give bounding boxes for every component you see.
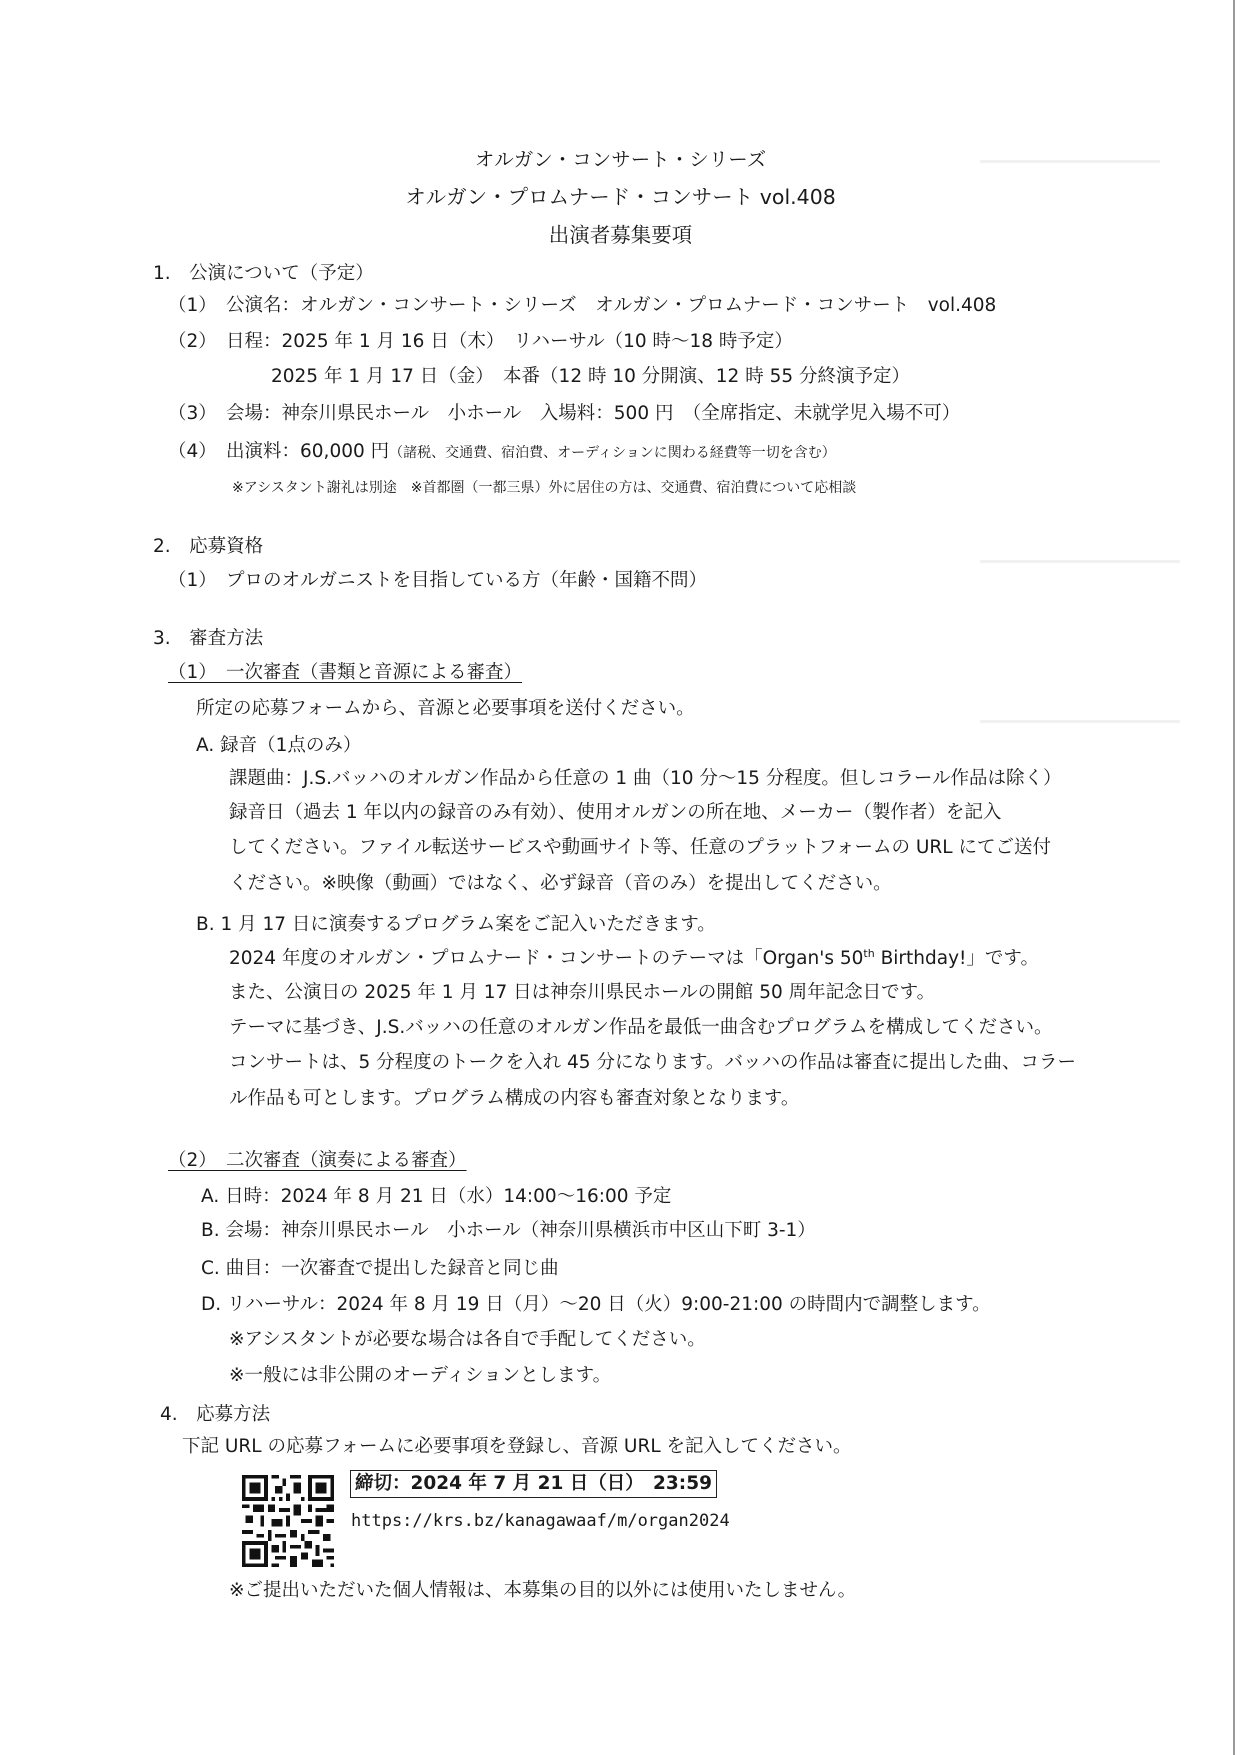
series-title: オルガン・コンサート・シリーズ	[474, 148, 767, 171]
ordinal-suffix: th	[863, 947, 875, 960]
section-3-heading: 3. 審査方法	[153, 628, 264, 649]
program-line-2: また、公演日の 2025 年 1 月 17 日は神奈川県民ホールの開館 50 周年記念日です。	[229, 982, 936, 1003]
first-screening-heading: （1） 一次審査（書類と音源による審査）	[168, 662, 523, 683]
second-screening-heading: （2） 二次審査（演奏による審査）	[168, 1150, 467, 1171]
audition-venue: B. 会場：神奈川県民ホール 小ホール（神奈川県横浜市中区山下町 3-1）	[201, 1220, 816, 1241]
appearance-fee-main: （4） 出演料：60,000 円	[168, 441, 390, 462]
schedule-performance: 2025 年 1 月 17 日（金） 本番（12 時 10 分開演、12 時 55 分終演予定）	[271, 366, 910, 387]
audition-rehearsal: D. リハーサル：2024 年 8 月 19 日（月）～20 日（火）9:00-21:00 の時間内で調整します。	[201, 1294, 991, 1315]
program-line-1	[229, 947, 1039, 973]
audition-piece: C. 曲目：一次審査で提出した録音と同じ曲	[201, 1258, 559, 1279]
scan-edge	[1233, 0, 1235, 1755]
program-line-4: コンサートは、5 分程度のトークを入れ 45 分になります。バッハの作品は審査に提出した曲、コラー	[229, 1052, 1076, 1073]
scan-shadow	[980, 560, 1180, 563]
scan-shadow	[980, 720, 1180, 723]
venue-fee: （3） 会場：神奈川県民ホール 小ホール 入場料：500 円 （全席指定、未就学児入場不可）	[168, 403, 961, 424]
performance-name: （1） 公演名：オルガン・コンサート・シリーズ オルガン・プロムナード・コンサート vol.408	[168, 295, 997, 316]
deadline-box: 締切：2024 年 7 月 21 日（日） 23:59	[350, 1470, 717, 1498]
closed-audition-note: ※一般には非公開のオーディションとします。	[229, 1365, 612, 1386]
appearance-fee	[168, 440, 836, 465]
section-1-heading: 1. 公演について（予定）	[153, 263, 374, 284]
eligibility: （1） プロのオルガニストを目指している方（年齢・国籍不問）	[168, 570, 708, 591]
privacy-note: ※ご提出いただいた個人情報は、本募集の目的以外には使用いたしません。	[229, 1580, 857, 1601]
recording-line-4: ください。※映像（動画）ではなく、必ず録音（音のみ）を提出してください。	[229, 873, 892, 894]
section-2-heading: 2. 応募資格	[153, 536, 264, 557]
recording-line-2: 録音日（過去 1 年以内の録音のみ有効）、使用オルガンの所在地、メーカー（製作者）を記入	[229, 802, 1002, 823]
program-label: B. 1 月 17 日に演奏するプログラム案をご記入いただきます。	[196, 914, 716, 935]
first-screening-intro: 所定の応募フォームから、音源と必要事項を送付ください。	[196, 698, 695, 719]
audition-datetime: A. 日時：2024 年 8 月 21 日（水）14:00～16:00 予定	[201, 1186, 672, 1207]
document-title: 出演者募集要項	[548, 223, 693, 247]
qr-code-icon[interactable]	[242, 1475, 334, 1567]
schedule-rehearsal: （2） 日程：2025 年 1 月 16 日（木） リハーサル（10 時～18 時予定）	[168, 331, 793, 352]
section-4-heading: 4. 応募方法	[160, 1404, 271, 1425]
program-theme-text-end: Birthday!」です。	[874, 948, 1039, 969]
program-line-3: テーマに基づき、J.S.バッハの任意のオルガン作品を最低一曲含むプログラムを構成してください。	[229, 1017, 1053, 1038]
program-theme-text: 2024 年度のオルガン・プロムナード・コンサートのテーマは「Organ's 50	[229, 948, 864, 969]
fee-note: ※アシスタント謝礼は別途 ※首都圏（一都三県）外に居住の方は、交通費、宿泊費について応相談	[232, 480, 857, 496]
recording-line-3: してください。ファイル転送サービスや動画サイト等、任意のプラットフォームの URL にてご送付	[229, 837, 1051, 858]
recording-label: A. 録音（1点のみ）	[196, 735, 362, 756]
application-url-link[interactable]: https://krs.bz/kanagawaaf/m/organ2024	[351, 1511, 730, 1531]
appearance-fee-detail: （諸税、交通費、宿泊費、オーディションに関わる経費等一切を含む）	[389, 445, 836, 461]
concert-title: オルガン・プロムナード・コンサート vol.408	[405, 185, 836, 209]
recording-line-1: 課題曲：J.S.バッハのオルガン作品から任意の 1 曲（10 分～15 分程度。但しコラール作品は除く）	[229, 768, 1062, 789]
program-line-5: ル作品も可とします。プログラム構成の内容も審査対象となります。	[229, 1088, 800, 1109]
assistant-note: ※アシスタントが必要な場合は各自で手配してください。	[229, 1329, 706, 1350]
application-intro: 下記 URL の応募フォームに必要事項を登録し、音源 URL を記入してください。	[182, 1436, 852, 1457]
